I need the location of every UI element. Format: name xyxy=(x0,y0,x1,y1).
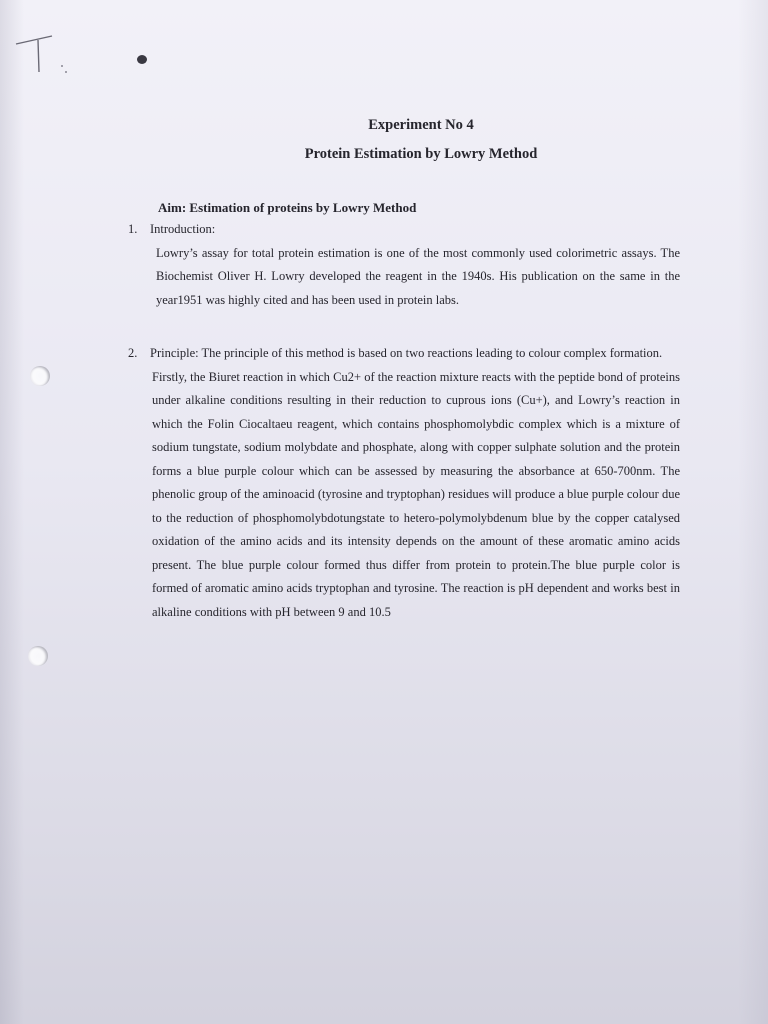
page-subtitle: Protein Estimation by Lowry Method xyxy=(304,146,538,162)
section-heading: Introduction: xyxy=(150,222,216,236)
section-number: 2. xyxy=(128,346,138,360)
page-title: Experiment No 4 xyxy=(368,117,474,133)
section-body: Lowry’s assay for total protein estimation is one of the most commonly used colorimetric assays. The Biochemist Oliver H. Lowry developed the reagent in the 1940s. His publication on the same in the year1951 was highly cited and has been used in protein labs. xyxy=(156,245,680,307)
section-heading: Principle: The principle of this method is based on two reactions leading to colour complex formation. xyxy=(150,346,663,360)
punch-hole-bottom xyxy=(28,646,48,666)
section-body: Firstly, the Biuret reaction in which Cu2+ of the reaction mixture reacts with the peptide bond of proteins under alkaline conditions resulting in their reduction to cuprous ions (Cu+), and Lowry’s reaction in which the Folin Ciocaltaeu reagent, which contains phosphomolybdic complex which is a mixture of sodium tungstate, sodium molybdate and phosphate, along with copper sulphate solution and the protein forms a blue purple colour which can be assessed by measuring the absorbance at 650-700nm. The phenolic group of the aminoacid (tyrosine and tryptophan) residues will produce a blue purple colour due to the reduction of phosphomolybdotungstate to hetero-polymolybdenum blue by the copper catalysed oxidation of the amino acids and its intensity depends on the amount of these aromatic amino acids present. The blue purple colour formed thus differ from protein to protein.The blue purple color is formed of aromatic amino acids tryptophan and tyrosine. The reaction is pH dependent and works best in alkaline conditions with pH between 9 and 10.5 xyxy=(152,369,680,619)
section-principle xyxy=(128,342,680,624)
punch-hole-top xyxy=(30,366,50,386)
ink-dot xyxy=(137,55,147,64)
section-introduction xyxy=(128,218,680,312)
section-number: 1. xyxy=(128,222,138,236)
aim-statement: Aim: Estimation of proteins by Lowry Method xyxy=(158,200,417,215)
pen-mark-icon xyxy=(12,28,72,78)
